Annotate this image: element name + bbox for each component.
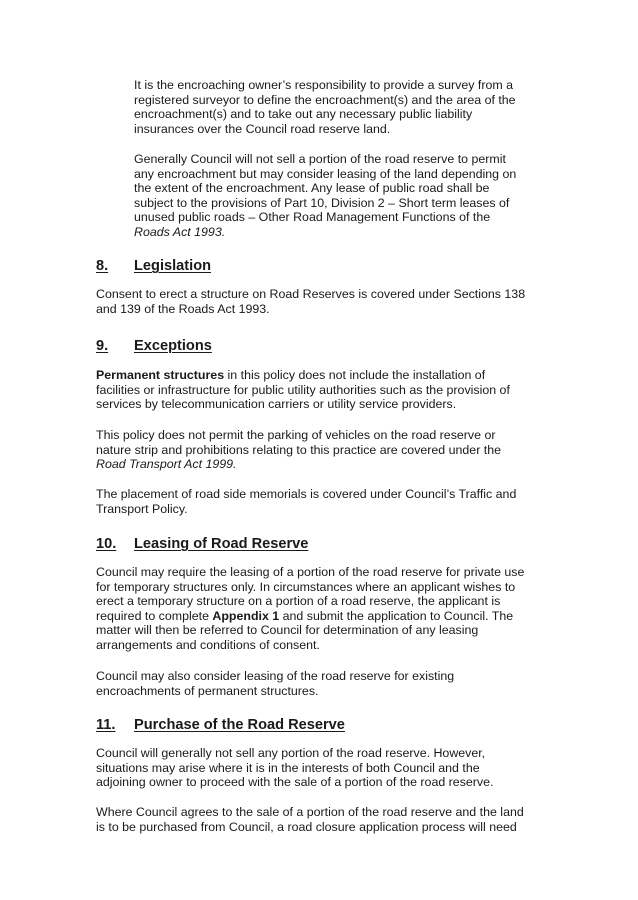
text-line: nature strip and prohibitions relating to this practice are covered under the xyxy=(96,442,501,457)
text-line: The placement of road side memorials is covered under Council’s Traffic and xyxy=(96,487,517,501)
text-line: unused public roads – Other Road Management Functions of the xyxy=(134,210,491,225)
text-line: arrangements and conditions of consent. xyxy=(96,637,320,652)
act-citation: Roads Act 1993. xyxy=(134,224,226,239)
section-title: Exceptions xyxy=(134,338,212,354)
text-line: This policy does not permit the parking of vehicles on the road reserve or xyxy=(96,428,496,442)
text-line: and 139 of the Roads Act 1993. xyxy=(96,301,270,316)
text-line: Generally Council will not sell a portion of the road reserve to permit xyxy=(134,152,506,166)
text-line: insurances over the Council road reserve land. xyxy=(134,121,391,136)
text-line: matter will then be referred to Council for determination of any leasing xyxy=(96,623,479,638)
text-line: It is the encroaching owner’s responsibility to provide a survey from a xyxy=(134,78,514,92)
text-line: any encroachment but may consider leasing of the land depending on xyxy=(134,166,517,181)
section-number: 9. xyxy=(96,338,109,354)
purchase-paragraph-2 xyxy=(96,805,552,834)
appendix-reference: Appendix 1 xyxy=(212,608,280,623)
act-citation: Road Transport Act 1999. xyxy=(96,457,237,472)
intro-paragraph-1 xyxy=(134,78,544,136)
text-line: for temporary structures only. In circumstances where an applicant wishes to xyxy=(96,579,516,594)
text-line: subject to the provisions of Part 10, Division 2 – Short term leases of xyxy=(134,195,510,210)
exceptions-paragraph-2 xyxy=(96,428,552,472)
text-line: Council may require the leasing of a portion of the road reserve for private use xyxy=(96,565,525,579)
section-number: 8. xyxy=(96,258,109,274)
text-line: situations may arise where it is in the interests of both Council and the xyxy=(96,760,480,775)
text-line: encroachment(s) and to take out any necessary public liability xyxy=(134,107,473,122)
leasing-paragraph-1 xyxy=(96,565,552,653)
leasing-paragraph-2 xyxy=(96,669,552,698)
text-line xyxy=(96,368,552,383)
section-heading-leasing xyxy=(96,535,308,553)
text-line: facilities or infrastructure for public utility authorities such as the provision of xyxy=(96,382,510,397)
text-run: required to complete xyxy=(96,608,213,623)
section-heading-purchase xyxy=(96,716,345,734)
section-heading-exceptions xyxy=(96,337,212,355)
section-title: Legislation xyxy=(134,258,212,274)
text-line: Where Council agrees to the sale of a portion of the road reserve and the land xyxy=(96,805,524,819)
text-run: and submit the application to Council. The xyxy=(279,608,514,623)
text-line xyxy=(96,609,552,624)
legislation-paragraph xyxy=(96,287,552,316)
text-line: is to be purchased from Council, a road closure application process will need xyxy=(96,819,517,834)
text-line: erect a temporary structure on a portion of a road reserve, the applicant is xyxy=(96,594,501,609)
section-heading-legislation xyxy=(96,257,211,275)
text-line: the extent of the encroachment. Any lease of public road shall be xyxy=(134,181,490,196)
purchase-paragraph-1 xyxy=(96,746,552,790)
section-title: Leasing of Road Reserve xyxy=(134,536,309,552)
text-line: Consent to erect a structure on Road Reserves is covered under Sections 138 xyxy=(96,287,526,301)
exceptions-paragraph-1 xyxy=(96,368,552,412)
bold-term: Permanent structures xyxy=(96,368,225,382)
text-run: in this policy does not include the installation of xyxy=(224,368,486,382)
text-line: Council will generally not sell any portion of the road reserve. However, xyxy=(96,746,486,760)
section-number: 10. xyxy=(96,536,117,552)
text-line: services by telecommunication carriers or utility service providers. xyxy=(96,397,457,412)
intro-paragraph-2 xyxy=(134,152,544,240)
text-line: adjoining owner to proceed with the sale of a portion of the road reserve. xyxy=(96,775,494,790)
text-line: registered surveyor to define the encroachment(s) and the area of the xyxy=(134,92,516,107)
text-line: Council may also consider leasing of the road reserve for existing xyxy=(96,669,455,683)
section-title: Purchase of the Road Reserve xyxy=(134,717,345,733)
text-line: Transport Policy. xyxy=(96,501,188,516)
section-number: 11. xyxy=(96,717,116,733)
exceptions-paragraph-3 xyxy=(96,487,552,516)
text-line: encroachments of permanent structures. xyxy=(96,683,319,698)
